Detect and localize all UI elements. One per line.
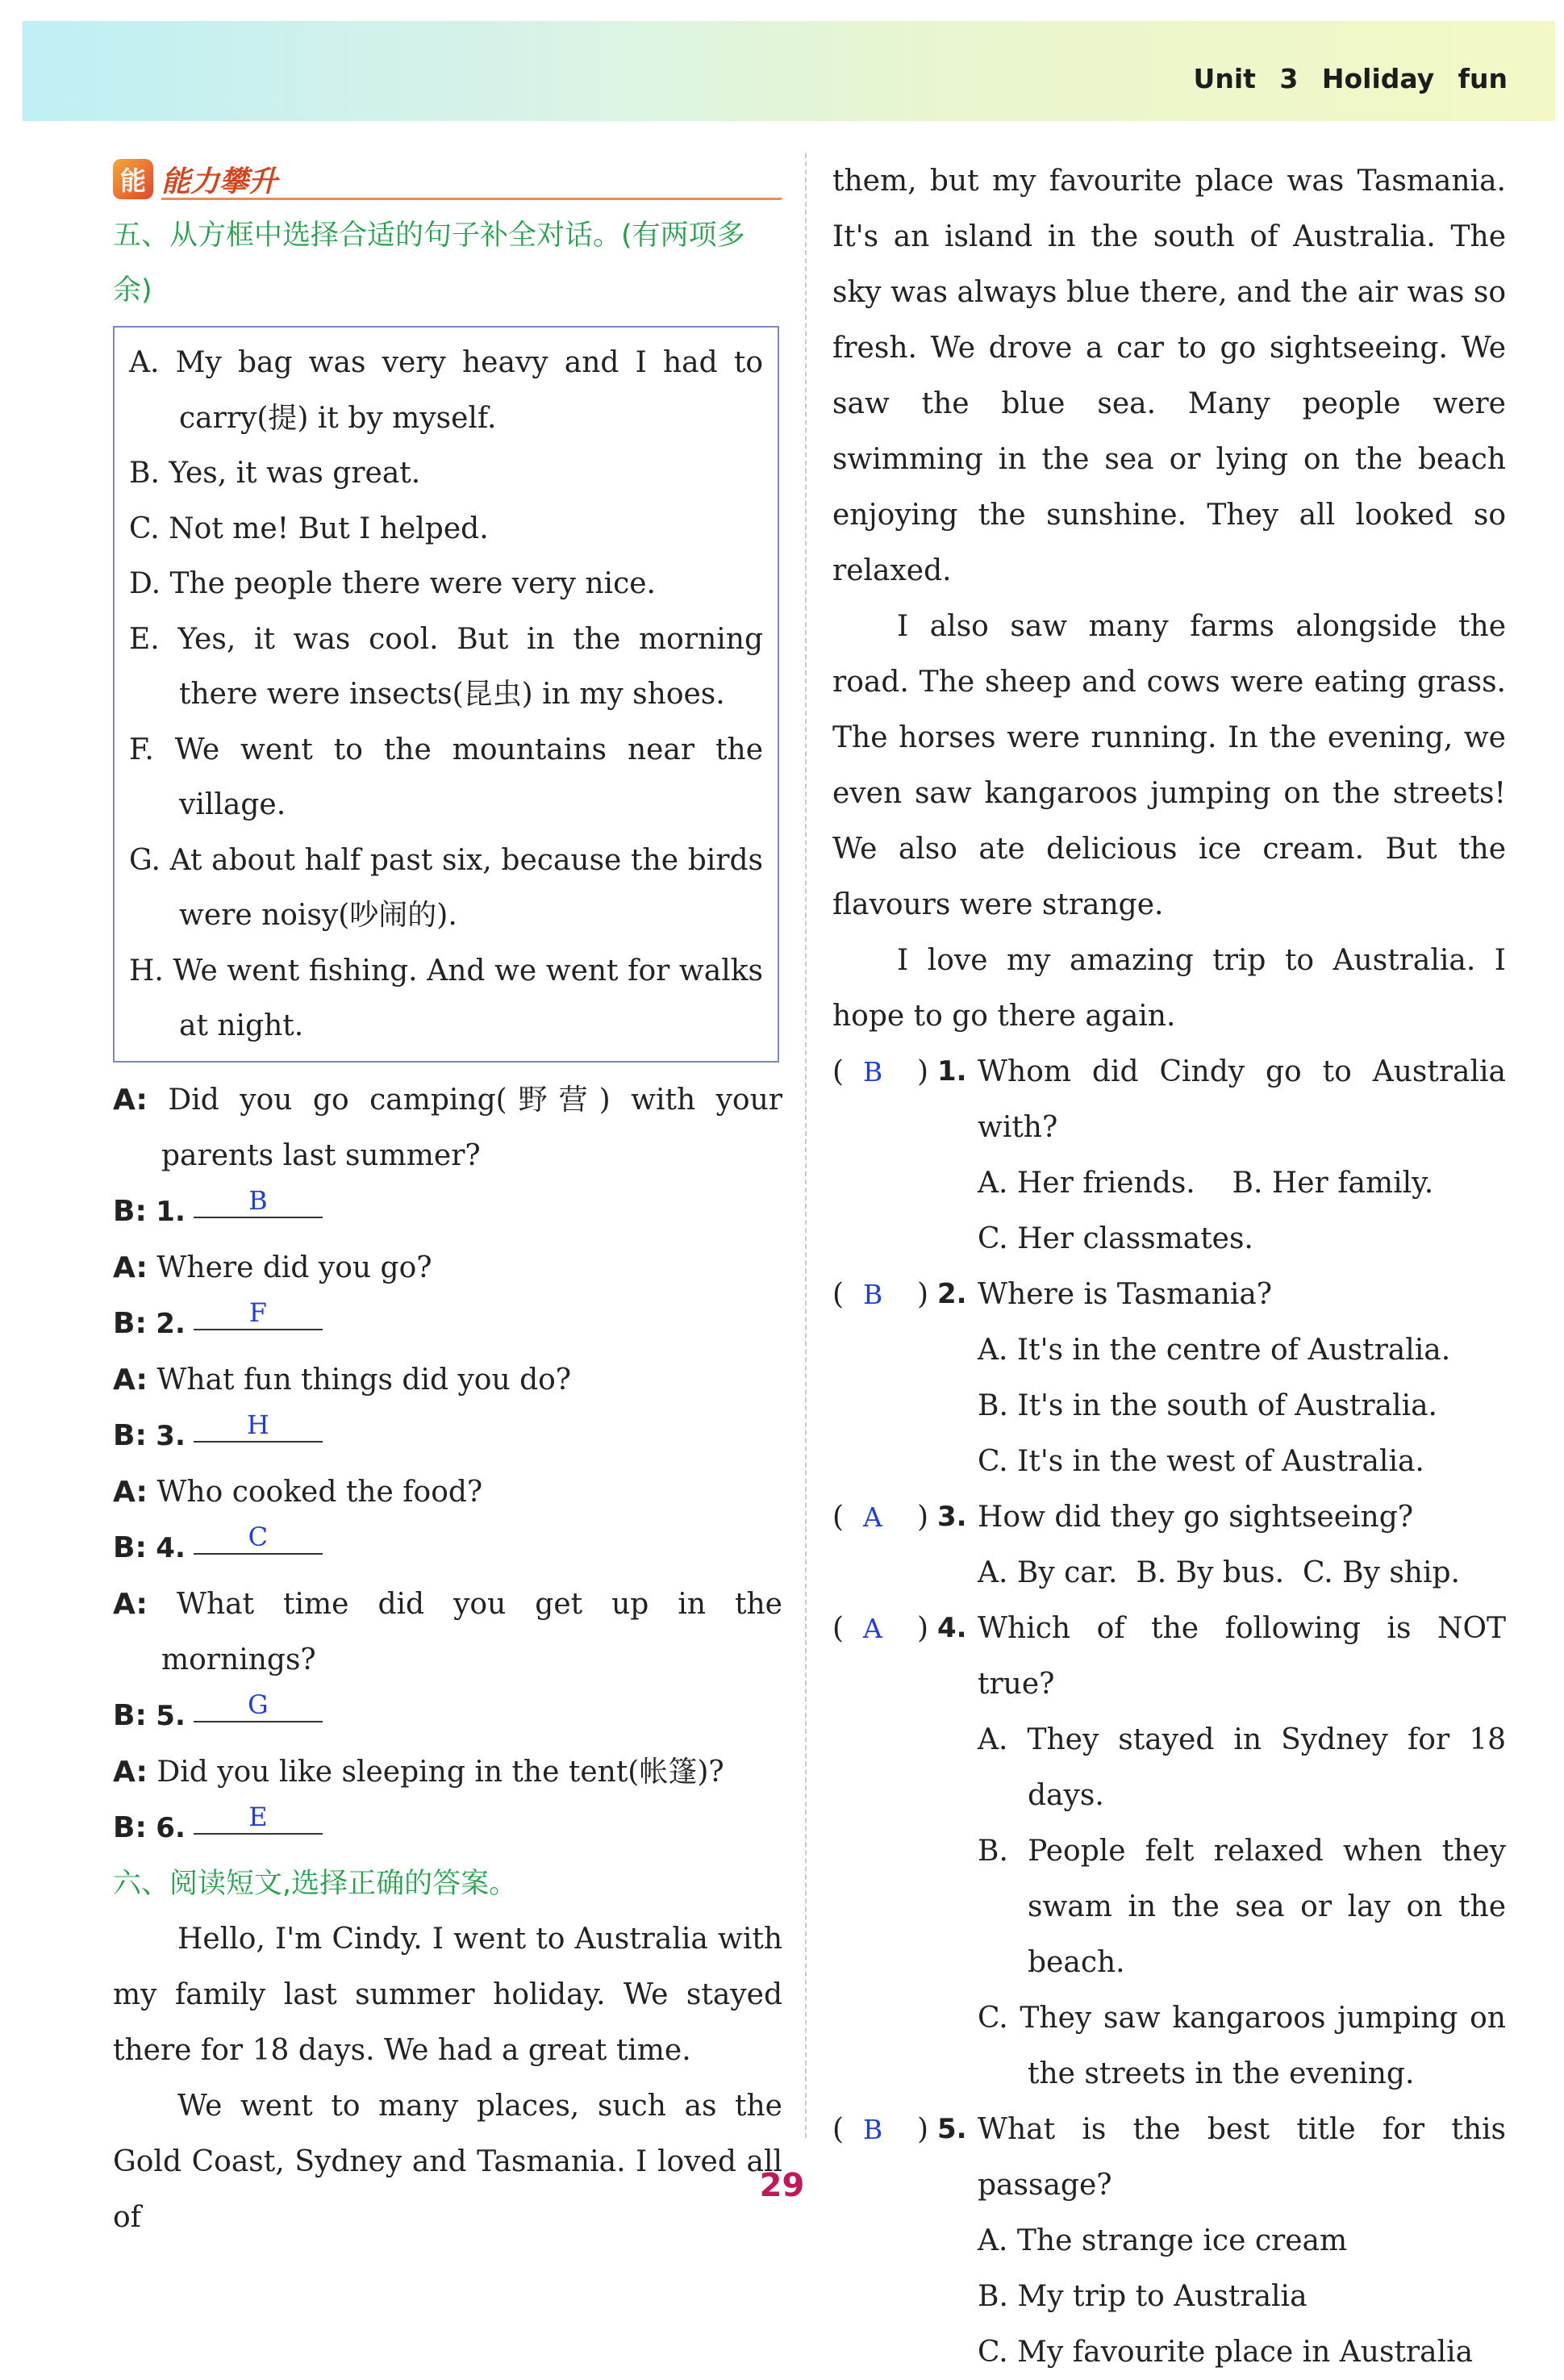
blank-number: 5. [156,1699,186,1732]
question-text: Where is Tasmania? [978,1278,1273,1311]
choices-row: A. By car. B. By bus. C. By ship. [978,1556,1460,1589]
question-text: Which of the following is NOT true? [978,1612,1506,1701]
answer-mark: B [863,1279,883,1310]
blank-number: 4. [156,1531,186,1564]
choice: A. It's in the centre of Australia. [978,1334,1451,1367]
speaker: A: [113,1755,148,1789]
dialogue-text: Where did you go? [156,1251,432,1284]
question-4 [832,1601,1506,1712]
answer-mark: B [863,1056,883,1088]
dialogue-text: Who cooked the food? [156,1475,483,1509]
passage-paragraph-4: I love my amazing trip to Australia. I hope to go there again. [832,944,1506,1033]
dialogue-line [113,1240,782,1296]
choice: A. They stayed in Sydney for 18 days. [978,1723,1506,1812]
speaker: B: [113,1306,147,1340]
passage-paragraph-1: Hello, I'm Cindy. I went to Australia with my family last summer holiday. We stayed there for 18 days. We had a great time. [113,1922,782,2067]
blank-number: 1. [156,1195,186,1228]
part6-title: 六、阅读短文,选择正确的答案。 [113,1867,518,1900]
speaker: A: [113,1251,148,1284]
section-label: 能力攀升 [161,165,278,198]
dialogue-text: Did you like sleeping in the tent(帐篷)? [156,1755,724,1789]
choices-row: A. Her friends. B. Her family. [978,1167,1434,1200]
dialogue-line [113,1744,782,1800]
dialogue-answer [113,1688,782,1744]
options-box [113,326,779,1063]
left-column [113,153,782,2245]
right-column [832,153,1506,2380]
page-number: 29 [759,2167,805,2204]
section-banner [113,153,782,205]
choice: B. My trip to Australia [978,2280,1308,2313]
choice: C. My favourite place in Australia [978,2336,1474,2369]
column-divider [805,153,807,2138]
answer-blank[interactable]: F [194,1296,323,1330]
answer-blank[interactable]: G [194,1689,323,1722]
question-text: Whom did Cindy go to Australia with? [978,1055,1506,1144]
speaker: B: [113,1810,147,1844]
answer-mark: B [863,2114,883,2145]
question-2 [832,1267,1506,1322]
option-g: G. At about half past six, because the birds were noisy(吵闹的). [129,843,763,932]
part5-title: 五、从方框中选择合适的句子补全对话。(有两项多余) [113,219,745,307]
speaker: B: [113,1698,147,1732]
question-number: 3. [937,1501,967,1533]
question-number: 2. [937,1278,967,1310]
option-e: E. Yes, it was cool. But in the morning there were insects(昆虫) in my shoes. [129,622,763,711]
dialogue-answer [113,1520,782,1576]
question-3 [832,1489,1506,1545]
answer-mark: A [863,1501,882,1533]
speaker: B: [113,1530,147,1564]
option-c: C. Not me! But I helped. [129,511,489,545]
dialogue-answer [113,1184,782,1240]
choice: C. They saw kangaroos jumping on the streets in the evening. [978,2002,1506,2090]
speaker: A: [113,1363,148,1397]
choice: B. People felt relaxed when they swam in the sea or lay on the beach. [978,1835,1506,1979]
choice: C. Her classmates. [978,1222,1253,1255]
choice: A. The strange ice cream [978,2224,1348,2257]
answer-paren[interactable]: ( B ) [832,1267,933,1322]
answer-mark: A [863,1613,882,1644]
speaker: A: [113,1587,148,1621]
answer-blank[interactable]: H [194,1409,323,1443]
unit-title: Unit 3 Holiday fun [1193,63,1508,94]
question-number: 4. [937,1612,967,1644]
speaker: B: [113,1194,147,1228]
answer-paren[interactable]: ( B ) [832,2102,933,2157]
banner-underline [161,198,782,200]
speaker: A: [113,1475,148,1509]
question-number: 5. [937,2113,967,2145]
dialogue-line [113,1352,782,1408]
passage-paragraph-2: We went to many places, such as the Gold Coast, Sydney and Tasmania. I loved all of [113,2089,782,2234]
ability-icon: 能 [113,159,153,199]
answer-paren[interactable]: ( B ) [832,1044,933,1100]
blank-number: 6. [156,1811,186,1844]
option-f: F. We went to the mountains near the village. [129,733,763,821]
option-h: H. We went fishing. And we went for walks at night. [129,954,763,1042]
dialogue-line [113,1576,782,1688]
dialogue-answer [113,1800,782,1856]
speaker: A: [113,1083,148,1117]
dialogue-answer [113,1296,782,1352]
dialogue-line [113,1464,782,1520]
option-d: D. The people there were very nice. [129,567,656,600]
question-text: How did they go sightseeing? [978,1501,1414,1534]
dialogue-text: Did you go camping(野营) with your parents last summer? [161,1083,782,1172]
answer-paren[interactable]: ( A ) [832,1601,933,1656]
dialogue-line [113,1072,782,1184]
answer-blank[interactable]: E [194,1801,323,1835]
answer-blank[interactable]: B [194,1184,323,1218]
dialogue-answer [113,1408,782,1464]
answer-paren[interactable]: ( A ) [832,1489,933,1545]
speaker: B: [113,1418,147,1452]
choice: C. It's in the west of Australia. [978,1445,1424,1478]
question-number: 1. [937,1055,967,1088]
option-a: A. My bag was very heavy and I had to carry(提) it by myself. [129,346,763,435]
blank-number: 2. [156,1307,186,1340]
question-text: What is the best title for this passage? [978,2113,1506,2202]
dialogue-text: What fun things did you do? [156,1363,572,1397]
question-1 [832,1044,1506,1155]
blank-number: 3. [156,1419,186,1452]
passage-paragraph-2-cont: them, but my favourite place was Tasmania. It's an island in the south of Australia. The sky was always blue there, and the air was so fresh. We drove a car to go sightseeing. We saw the blue sea. Many people were swimming in the sea or lying on the beach enjoying the sunshine. They all looked so relaxed. [832,165,1506,587]
answer-blank[interactable]: C [194,1521,323,1555]
passage-paragraph-3: I also saw many farms alongside the road. The sheep and cows were eating grass. The horses were running. In the evening, we even saw kangaroos jumping on the streets! We also ate delicious ice cream. But the flavours were strange. [832,610,1506,921]
option-b: B. Yes, it was great. [129,457,421,490]
dialogue-text: What time did you get up in the mornings? [161,1587,782,1676]
choice: B. It's in the south of Australia. [978,1389,1437,1422]
